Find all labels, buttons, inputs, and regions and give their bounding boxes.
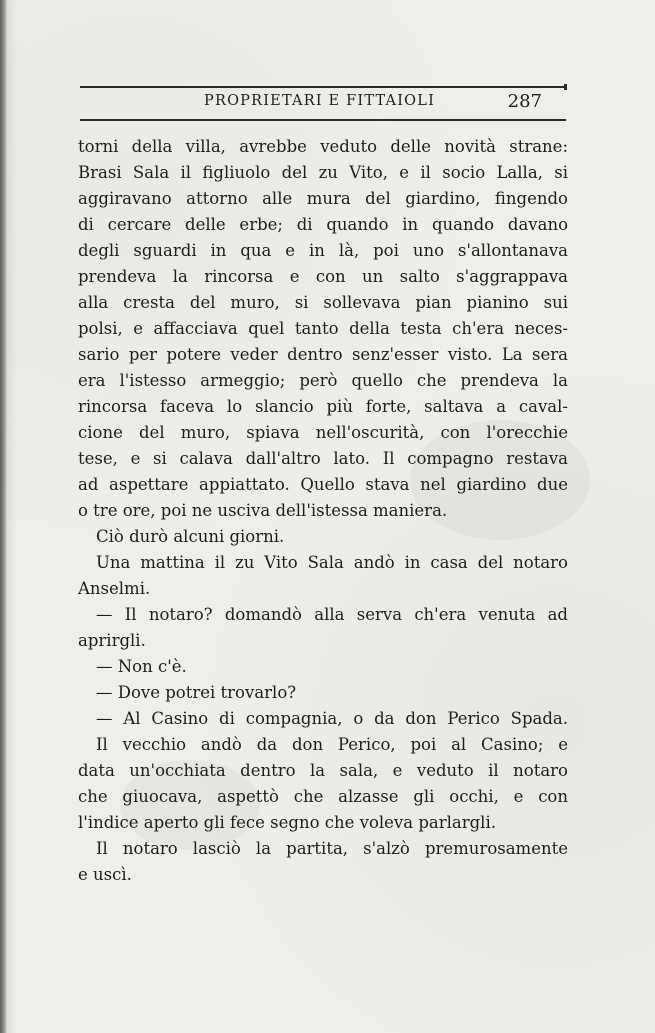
text-line: polsi, e affacciava quel tanto della testa ch'era neces- (78, 319, 568, 338)
text-line: rincorsa faceva lo slancio più forte, saltava a caval- (78, 397, 568, 416)
running-title: PROPRIETARI E FITTAIOLI (204, 93, 435, 109)
running-head (80, 91, 566, 115)
text-line: alla cresta del muro, si sollevava pian pianino sui (78, 293, 568, 312)
text-line: torni della villa, avrebbe veduto delle novità strane: (78, 137, 568, 156)
text-line: Anselmi. (78, 579, 151, 598)
dialogue-line: — Non c'è. (96, 657, 187, 676)
header-rule-bottom (80, 119, 566, 121)
text-line: sario per potere veder dentro senz'esser visto. La sera (78, 345, 568, 364)
dialogue-line: — Il notaro? domandò alla serva ch'era venuta ad (96, 605, 568, 624)
text-line: Ciò durò alcuni giorni. (96, 527, 285, 546)
body-text (78, 134, 568, 888)
text-line: era l'istesso armeggio; però quello che prendeva la (78, 371, 568, 390)
text-line: Il notaro lasciò la partita, s'alzò premurosamente (96, 839, 568, 858)
text-line: l'indice aperto gli fece segno che voleva parlargli. (78, 813, 496, 832)
text-line: Una mattina il zu Vito Sala andò in casa del notaro (96, 553, 568, 572)
text-line: che giuocava, aspettò che alzasse gli occhi, e con (78, 787, 568, 806)
text-line: di cercare delle erbe; di quando in quando davano (78, 215, 568, 234)
text-line: degli sguardi in qua e in là, poi uno s'allontanava (78, 241, 568, 260)
text-line: prendeva la rincorsa e con un salto s'aggrappava (78, 267, 568, 286)
text-line: ad aspettare appiattato. Quello stava nel giardino due (78, 475, 568, 494)
header-rule-top (80, 86, 566, 88)
text-line: aprirgli. (78, 631, 146, 650)
text-line: data un'occhiata dentro la sala, e veduto il notaro (78, 761, 568, 780)
dialogue-line: — Dove potrei trovarlo? (96, 683, 297, 702)
text-line: o tre ore, poi ne usciva dell'istessa maniera. (78, 501, 448, 520)
text-line: aggiravano attorno alle mura del giardino, fingendo (78, 189, 568, 208)
dialogue-line: — Al Casino di compagnia, o da don Perico Spada. (96, 709, 568, 728)
page-number: 287 (507, 91, 542, 112)
text-line: cione del muro, spiava nell'oscurità, con l'orecchie (78, 423, 568, 442)
text-line: Brasi Sala il figliuolo del zu Vito, e il socio Lalla, si (78, 163, 568, 182)
text-line: e uscì. (78, 865, 132, 884)
text-line: Il vecchio andò da don Perico, poi al Casino; e (96, 735, 568, 754)
page-binding-edge (0, 0, 7, 1033)
text-line: tese, e si calava dall'altro lato. Il compagno restava (78, 449, 568, 468)
